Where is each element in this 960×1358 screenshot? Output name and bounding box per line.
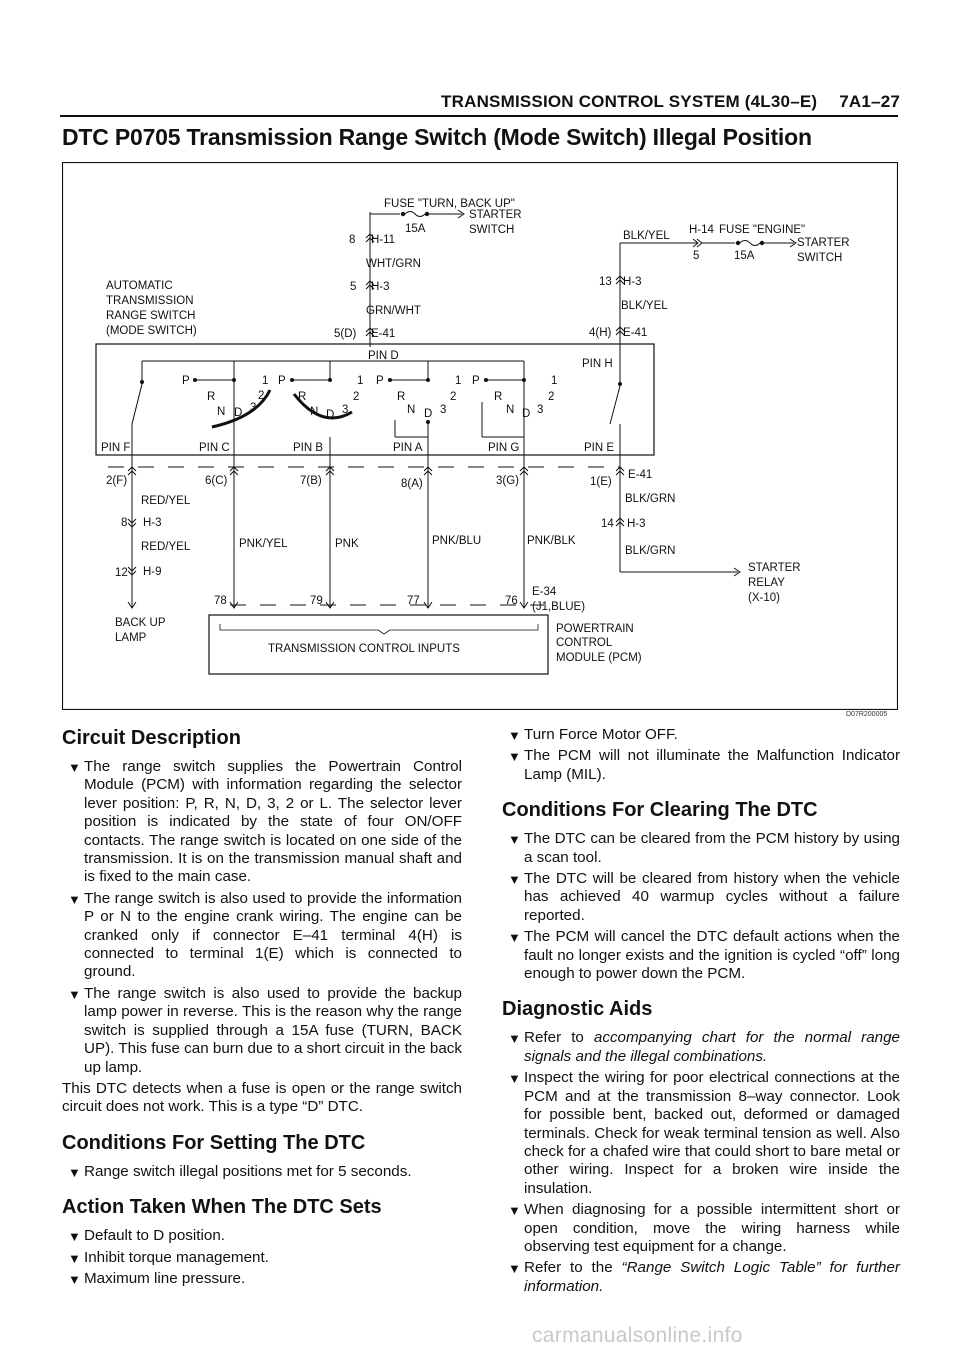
term-b: 7(B) <box>300 475 322 487</box>
red-yel-label: RED/YEL <box>141 495 191 507</box>
switch-group-c <box>182 375 270 427</box>
h14-pin: 5 <box>693 250 700 262</box>
svg-text:R: R <box>494 391 503 403</box>
h3-c-label: H-3 <box>143 517 162 529</box>
pin-a-label: PIN A <box>393 442 423 454</box>
starter-switch-1b: SWITCH <box>469 224 515 236</box>
blk-yel-label: BLK/YEL <box>621 300 668 312</box>
switch-group-g <box>472 375 557 437</box>
ats-label-3: RANGE SWITCH <box>106 310 196 322</box>
wht-grn-label: WHT/GRN <box>366 258 421 270</box>
wiring-diagram-svg <box>62 162 898 710</box>
header-rule <box>60 115 898 117</box>
pin-f-label: PIN F <box>101 442 131 454</box>
term-f: 2(F) <box>106 475 128 487</box>
list-item: ▼ The range switch supplies the Powertrain Control Module (PCM) with information regarding the selector lever position: P, R, N, D, 3, 2 or L. The selector lever position is indicated by the state of four ON/OFF contacts. The range switch is located on one side of the transmission. It is on the transmission manual shaft and is fixed to the main case. <box>68 758 462 886</box>
list-item: ▼ The DTC can be cleared from the PCM history by using a scan tool. <box>508 830 900 866</box>
grn-wht-label: GRN/WHT <box>366 305 421 317</box>
pcm-label-1: POWERTRAIN <box>556 623 634 635</box>
starter-switch-2b: SWITCH <box>797 252 843 264</box>
svg-text:D: D <box>326 409 335 421</box>
svg-text:1: 1 <box>262 375 269 387</box>
list-item: ▼ When diagnosing for a possible intermittent short or open condition, move the wiring harness while observing test equipment for a change. <box>508 1201 900 1255</box>
svg-text:R: R <box>397 391 406 403</box>
fuse-engine-symbol <box>740 241 760 246</box>
j1-label: (J1,BLUE) <box>532 601 586 613</box>
list-item: ▼ The PCM will not illuminate the Malfunction Indicator Lamp (MIL). <box>508 747 900 783</box>
h3-pin-d: 14 <box>601 518 614 530</box>
h3-pin-b: 13 <box>599 276 612 288</box>
h11-label: H-11 <box>371 234 396 246</box>
pcm-label-3: MODULE (PCM) <box>556 652 642 664</box>
tci-label: TRANSMISSION CONTROL INPUTS <box>268 643 460 655</box>
h3-a-label: H-3 <box>371 281 390 293</box>
ats-label-4: (MODE SWITCH) <box>106 325 197 337</box>
starter-relay-3: (X-10) <box>748 592 780 604</box>
list-item: ▼ The PCM will cancel the DTC default actions when the fault no longer exists and the ignition is cycled “off” long enough to power down the PCM. <box>508 928 900 983</box>
svg-text:1: 1 <box>455 375 462 387</box>
svg-text:P: P <box>376 375 384 387</box>
h3-pin-c: 8 <box>121 517 128 529</box>
svg-text:N: N <box>506 404 515 416</box>
svg-text:P: P <box>472 375 480 387</box>
back-up-lamp-2: LAMP <box>115 632 147 644</box>
h9-pin: 12 <box>115 567 128 579</box>
starter-relay-1: STARTER <box>748 562 801 574</box>
pcm-79: 79 <box>310 595 323 607</box>
list-item: ▼ Turn Force Motor OFF. <box>508 726 678 743</box>
dtc-note: This DTC detects when a fuse is open or the range switch circuit does not work. This is a type “D” DTC. <box>62 1079 462 1116</box>
list-item: ▼ Maximum line pressure. <box>68 1269 246 1287</box>
list-item: ▼ The range switch is also used to provide the information P or N to the engine crank wiring. The engine can be cranked only if connector E–41 terminal 4(H) is connected to terminal 1(E) which is connected to ground. <box>68 889 462 981</box>
list-item: ▼ The range switch is also used to provide the backup lamp power in reverse. This is the reason why the range switch is supplied through a 15A fuse (TURN, BACK UP). This fuse can burn due to a short circuit in the back up lamp. <box>68 984 462 1076</box>
pin-h-label: PIN H <box>582 358 613 370</box>
pin-e-label: PIN E <box>584 442 615 454</box>
h3-pin-a: 5 <box>350 281 357 293</box>
blk-grn2-label: BLK/GRN <box>625 545 676 557</box>
svg-text:N: N <box>407 404 416 416</box>
h14-label: H-14 <box>689 224 714 236</box>
action-taken-heading: Action Taken When The DTC Sets <box>62 1196 382 1219</box>
fuse-engine-amp: 15A <box>734 250 755 262</box>
svg-text:3: 3 <box>440 404 447 416</box>
pnk-yel-label: PNK/YEL <box>239 538 288 550</box>
starter-switch-2: STARTER <box>797 237 850 249</box>
watermark: carmanualsonline.info <box>532 1324 743 1347</box>
section-title: TRANSMISSION CONTROL SYSTEM (4L30–E) <box>441 92 818 111</box>
svg-text:2: 2 <box>548 391 555 403</box>
e41-b-label: E-41 <box>623 327 648 339</box>
svg-text:1: 1 <box>551 375 558 387</box>
list-item: ▼ The DTC will be cleared from history when the vehicle has achieved 40 warmup cycles without a failure reported. <box>508 870 900 924</box>
e41-a-label: E-41 <box>371 328 396 340</box>
term-c: 6(C) <box>205 475 228 487</box>
svg-text:R: R <box>207 391 216 403</box>
svg-text:D: D <box>424 408 433 420</box>
pcm-77: 77 <box>407 595 420 607</box>
wiring-diagram <box>62 162 898 710</box>
starter-relay-2: RELAY <box>748 577 785 589</box>
pnk-label: PNK <box>335 538 359 550</box>
svg-text:N: N <box>217 406 226 418</box>
list-item: ▼ Default to D position. <box>68 1227 225 1245</box>
fuse-engine-label: FUSE "ENGINE" <box>719 224 806 236</box>
left-column <box>62 726 462 1291</box>
circuit-description-heading: Circuit Description <box>62 727 241 749</box>
list-item: ▼ Refer to the “Range Switch Logic Table” for further information. <box>508 1259 900 1295</box>
svg-text:2: 2 <box>258 390 265 402</box>
svg-text:N: N <box>310 406 319 418</box>
pnk-blk-label: PNK/BLK <box>527 535 576 547</box>
page-number: 7A1–27 <box>839 92 900 111</box>
svg-text:3: 3 <box>250 402 257 414</box>
fuse-turn-label: FUSE "TURN, BACK UP" <box>384 198 515 210</box>
svg-text:R: R <box>298 391 307 403</box>
svg-text:D: D <box>234 407 243 419</box>
diagram-frame <box>63 163 898 710</box>
pin-c-label: PIN C <box>199 442 230 454</box>
e41-pin-a: 5(D) <box>334 328 357 340</box>
conditions-clearing-heading: Conditions For Clearing The DTC <box>502 799 818 822</box>
h11-pin: 8 <box>349 234 356 246</box>
ats-label-1: AUTOMATIC <box>106 280 173 292</box>
svg-text:2: 2 <box>450 391 457 403</box>
term-e: 1(E) <box>590 476 612 488</box>
term-a: 8(A) <box>401 478 423 490</box>
conditions-setting-heading: Conditions For Setting The DTC <box>62 1131 366 1154</box>
blk-yel-top: BLK/YEL <box>623 230 670 242</box>
ats-label-2: TRANSMISSION <box>106 295 194 307</box>
page-title: DTC P0705 Transmission Range Switch (Mode Switch) Illegal Position <box>62 124 812 150</box>
h3-b-label: H-3 <box>623 276 642 288</box>
blk-grn-label: BLK/GRN <box>625 493 676 505</box>
diagnostic-aids-heading: Diagnostic Aids <box>502 998 653 1021</box>
term-g: 3(G) <box>496 475 519 487</box>
svg-text:P: P <box>182 375 190 387</box>
pin-g-label: PIN G <box>488 442 520 454</box>
h3-d-label: H-3 <box>627 518 646 530</box>
figure-code: D07R200005 <box>846 711 888 718</box>
page-header <box>360 92 900 112</box>
pcm-label-2: CONTROL <box>556 637 613 649</box>
back-up-lamp-1: BACK UP <box>115 617 166 629</box>
svg-text:P: P <box>278 375 286 387</box>
circuit-description-list <box>62 758 462 1077</box>
pcm-78: 78 <box>214 595 227 607</box>
list-item: ▼ Range switch illegal positions met for 5 seconds. <box>68 1162 412 1180</box>
pin-b-label: PIN B <box>293 442 324 454</box>
pnk-blu-label: PNK/BLU <box>432 535 482 547</box>
pcm-76: 76 <box>505 595 518 607</box>
fuse-turn-amp: 15A <box>405 223 426 235</box>
red-yel2-label: RED/YEL <box>141 541 191 553</box>
switch-group-b <box>278 375 363 421</box>
starter-switch-1: STARTER <box>469 209 522 221</box>
fuse-turn-symbol <box>405 212 425 217</box>
right-column <box>502 726 900 1299</box>
e41-pin-b: 4(H) <box>589 327 612 339</box>
list-item: ▼ Inspect the wiring for poor electrical connections at the PCM and at the transmission 8–way connector. Look for possible bent, backed out, deformed or damaged terminals. Check for weak terminal tension as well. Also check for a chafed wire that could short to bare metal or other wiring. Inspect for a broken wire inside the insulation. <box>508 1069 900 1197</box>
e34-label: E-34 <box>532 586 557 598</box>
list-item: ▼ Inhibit torque management. <box>68 1248 269 1266</box>
e41-c-label: E-41 <box>628 469 653 481</box>
svg-text:3: 3 <box>342 404 349 416</box>
svg-text:1: 1 <box>357 375 364 387</box>
pin-d-label: PIN D <box>368 350 399 362</box>
svg-text:D: D <box>522 408 531 420</box>
switch-group-a <box>376 375 461 437</box>
list-item: ▼ Refer to accompanying chart for the normal range signals and the illegal combinations. <box>508 1029 900 1065</box>
h9-label: H-9 <box>143 566 162 578</box>
svg-text:3: 3 <box>537 404 544 416</box>
svg-text:2: 2 <box>353 391 360 403</box>
